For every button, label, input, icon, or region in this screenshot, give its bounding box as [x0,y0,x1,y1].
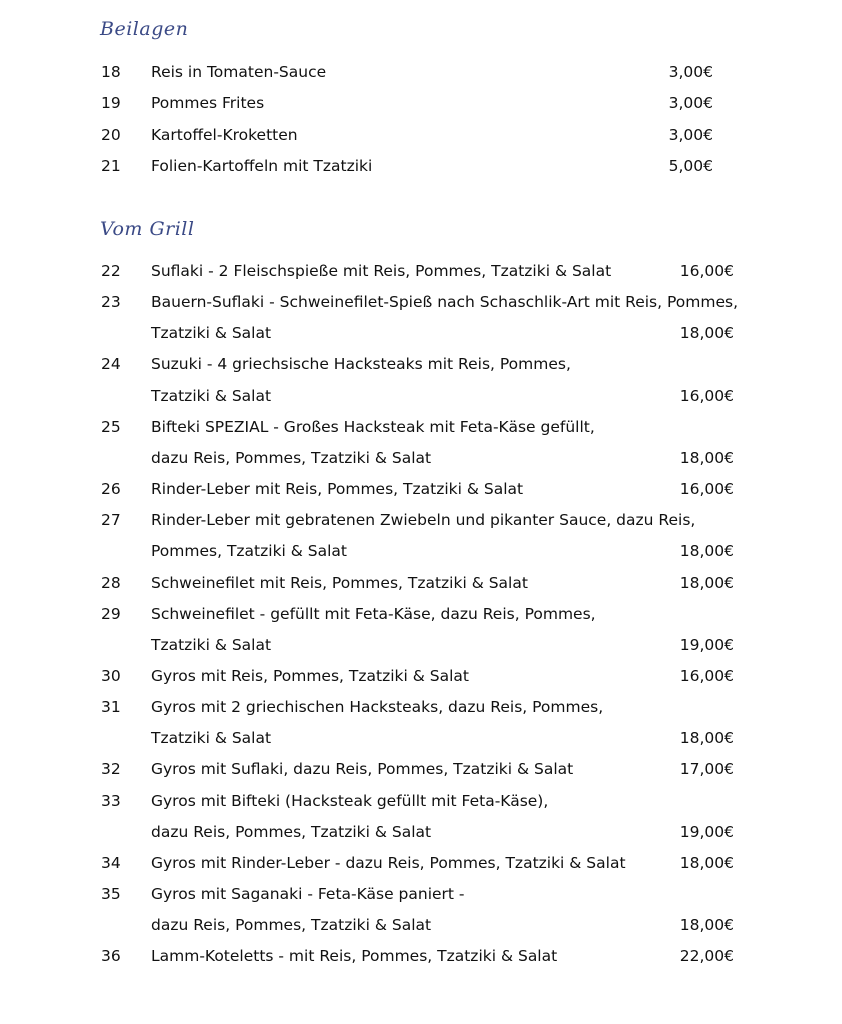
item-number: 23 [101,293,121,312]
item-price: 18,00€ [679,448,734,467]
item-number: 22 [101,262,121,280]
item-price: 16,00€ [679,262,734,280]
menu-item-continuation [0,910,842,941]
item-number: 32 [101,760,121,779]
item-number: 18 [101,63,121,81]
menu-item-row [0,474,842,505]
item-description: Reis in Tomaten-Sauce [151,63,327,81]
menu-item-row [0,412,842,443]
item-number: 36 [101,947,121,966]
item-price: 17,00€ [679,760,734,779]
section-title: Beilagen [100,18,189,40]
menu-item-row [0,941,842,972]
menu-item-row [0,568,842,599]
item-description: Bauern-Suflaki - Schweinefilet-Spieß nach Schaschlik-Art mit Reis, Pommes, [151,293,739,312]
menu-item-row [0,786,842,817]
menu-item-row [0,505,842,536]
item-description: Kartoffel-Kroketten [151,125,298,144]
menu-item-continuation [0,817,842,848]
menu-item-row [0,120,842,151]
item-description: Suzuki - 4 griechsische Hacksteaks mit Reis, Pommes, [151,355,571,374]
item-price: 18,00€ [679,853,734,872]
item-price: 5,00€ [668,156,713,175]
item-description: Pommes Frites [151,94,265,113]
item-description: Tzatziki & Salat [151,729,272,748]
item-description: dazu Reis, Pommes, Tzatziki & Salat [151,822,432,841]
item-number: 21 [101,156,121,175]
menu-item-continuation [0,536,842,567]
item-description: Gyros mit Reis, Pommes, Tzatziki & Salat [151,666,469,685]
item-price: 18,00€ [679,324,734,343]
menu-item-continuation [0,630,842,661]
menu-item-row [0,88,842,119]
item-number: 24 [101,355,121,374]
menu-item-row [0,692,842,723]
item-price: 3,00€ [668,94,713,113]
menu-item-continuation [0,318,842,349]
item-description: Gyros mit Suflaki, dazu Reis, Pommes, Tzatziki & Salat [151,760,574,779]
menu-item-row [0,256,842,287]
item-number: 27 [101,511,121,530]
item-price: 18,00€ [679,573,734,592]
item-number: 25 [101,417,121,436]
menu-item-row [0,754,842,785]
item-description: Gyros mit Rinder-Leber - dazu Reis, Pommes, Tzatziki & Salat [151,853,626,872]
item-description: dazu Reis, Pommes, Tzatziki & Salat [151,448,432,467]
item-price: 22,00€ [679,947,734,966]
menu-item-row [0,287,842,318]
item-description: Suflaki - 2 Fleischspieße mit Reis, Pommes, Tzatziki & Salat [151,262,612,280]
menu-item-row [0,879,842,910]
item-number: 26 [101,480,121,499]
item-description: Tzatziki & Salat [151,324,272,343]
menu-item-row [0,599,842,630]
item-price: 16,00€ [679,666,734,685]
item-price: 19,00€ [679,822,734,841]
item-description: Folien-Kartoffeln mit Tzatziki [151,156,373,175]
item-price: 18,00€ [679,542,734,561]
item-price: 19,00€ [679,635,734,654]
item-description: Lamm-Koteletts - mit Reis, Pommes, Tzatziki & Salat [151,947,558,966]
item-description: Rinder-Leber mit gebratenen Zwiebeln und pikanter Sauce, dazu Reis, [151,511,696,530]
item-number: 35 [101,885,121,903]
item-price: 16,00€ [679,480,734,499]
item-number: 34 [101,853,121,872]
item-description: Tzatziki & Salat [151,635,272,654]
item-description: Bifteki SPEZIAL - Großes Hacksteak mit Feta-Käse gefüllt, [151,417,595,436]
item-number: 33 [101,791,121,810]
menu-item-row [0,848,842,879]
menu-item-continuation [0,443,842,474]
menu-item-row [0,349,842,380]
menu-item-row [0,57,842,88]
item-price: 18,00€ [679,916,734,935]
menu-item-continuation [0,381,842,412]
item-number: 30 [101,666,121,685]
item-description: Gyros mit Bifteki (Hacksteak gefüllt mit Feta-Käse), [151,791,549,810]
item-price: 16,00€ [679,386,734,405]
item-description: Schweinefilet mit Reis, Pommes, Tzatziki & Salat [151,573,528,592]
menu-item-continuation [0,723,842,754]
section-title: Vom Grill [100,218,195,240]
item-description: dazu Reis, Pommes, Tzatziki & Salat [151,916,432,935]
item-description: Rinder-Leber mit Reis, Pommes, Tzatziki & Salat [151,480,524,499]
menu-item-row [0,151,842,182]
item-number: 29 [101,604,121,623]
item-description: Gyros mit 2 griechischen Hacksteaks, dazu Reis, Pommes, [151,698,604,717]
item-number: 31 [101,698,121,717]
item-description: Gyros mit Saganaki - Feta-Käse paniert - [151,885,465,903]
item-price: 3,00€ [668,125,713,144]
item-price: 18,00€ [679,729,734,748]
item-number: 20 [101,125,121,144]
item-number: 28 [101,573,121,592]
item-description: Pommes, Tzatziki & Salat [151,542,348,561]
item-number: 19 [101,94,121,113]
item-price: 3,00€ [668,63,713,81]
menu-item-row [0,661,842,692]
item-description: Tzatziki & Salat [151,386,272,405]
item-description: Schweinefilet - gefüllt mit Feta-Käse, dazu Reis, Pommes, [151,604,596,623]
